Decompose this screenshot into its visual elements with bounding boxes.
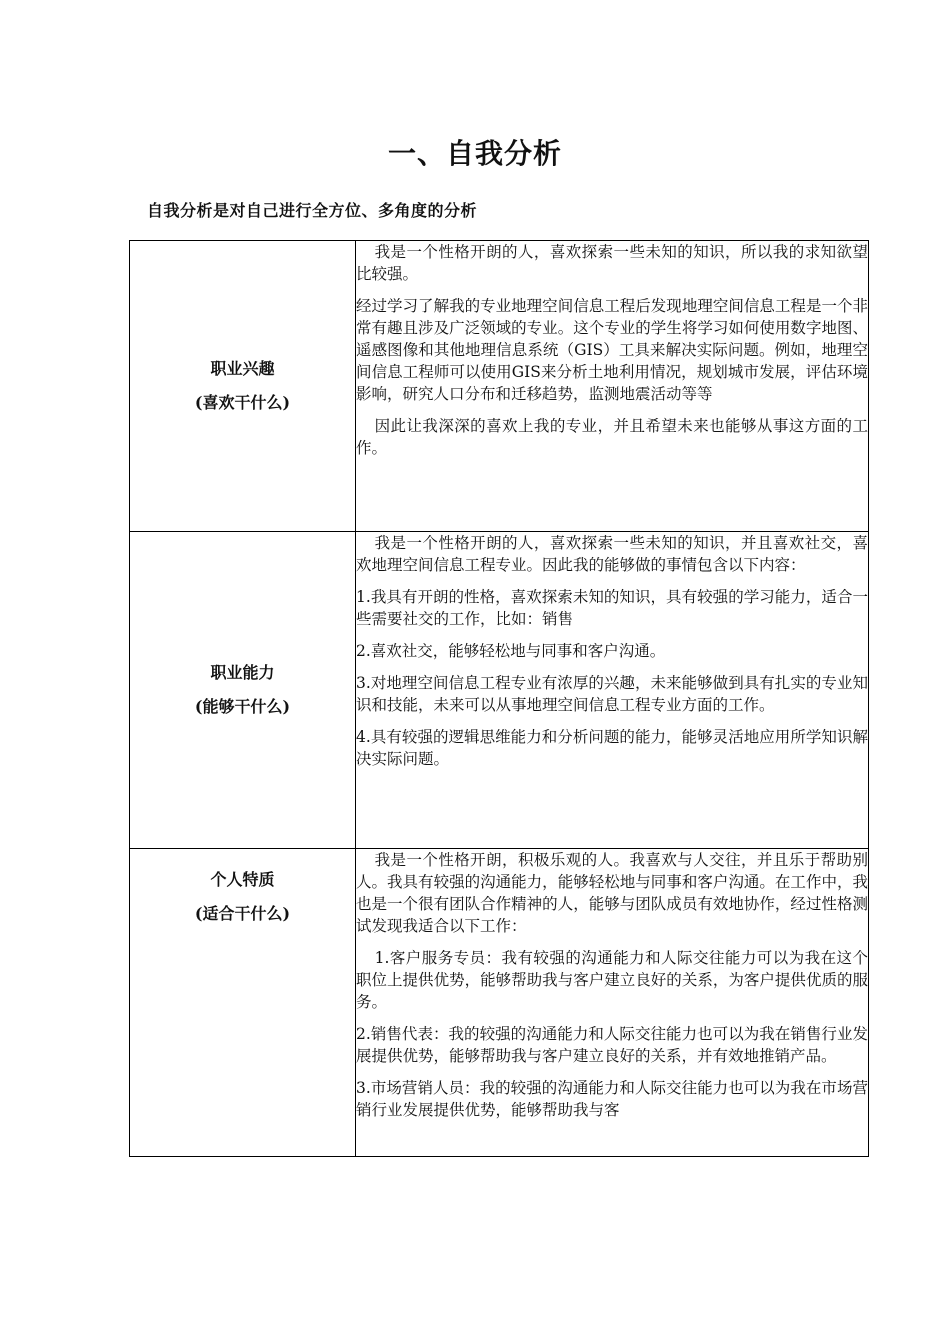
row-content-cell <box>356 532 869 849</box>
row-sublabel: (能够干什么) <box>194 697 291 716</box>
paragraph: 2.喜欢社交，能够轻松地与同事和客户沟通。 <box>356 642 666 660</box>
paragraph: 经过学习了解我的专业地理空间信息工程后发现地理空间信息工程是一个非常有趣且涉及广泛领域的专业。这个专业的学生将学习如何使用数字地图、遥感图像和其他地理信息系统（GIS）工具来解决实际问题。例如，地理空间信息工程师可以使用GIS来分析土地利用情况，规划城市发展，评估环境影响，研究人口分布和迁移趋势，监测地震活动等等 <box>356 297 868 403</box>
paragraph: 1.客户服务专员：我有较强的沟通能力和人际交往能力可以为我在这个职位上提供优势，能够帮助我与客户建立良好的关系，为客户提供优质的服务。 <box>356 949 868 1011</box>
row-label-cell <box>130 849 356 1157</box>
paragraph: 1.我具有开朗的性格，喜欢探索未知的知识，具有较强的学习能力，适合一些需要社交的工作，比如：销售 <box>356 588 868 628</box>
content-clip <box>356 849 868 1156</box>
row-sublabel: (适合干什么) <box>194 904 291 923</box>
table-row-interest <box>130 241 869 532</box>
paragraph: 3.市场营销人员：我的较强的沟通能力和人际交往能力也可以为我在市场营销行业发展提供优势，能够帮助我与客 <box>356 1079 868 1119</box>
section-intro: 自我分析是对自己进行全方位、多角度的分析 <box>147 201 478 220</box>
self-analysis-table <box>129 240 869 1157</box>
paragraph: 3.对地理空间信息工程专业有浓厚的兴趣，未来能够做到具有扎实的专业知识和技能，未来可以从事地理空间信息工程专业方面的工作。 <box>356 674 868 714</box>
paragraph: 我是一个性格开朗，积极乐观的人。我喜欢与人交往，并且乐于帮助别人。我具有较强的沟通能力，能够轻松地与同事和客户沟通。在工作中，我也是一个很有团队合作精神的人，能够与团队成员有效地协作，经过性格测试发现我适合以下工作： <box>356 851 868 935</box>
row-content-cell <box>356 849 869 1157</box>
table-row-ability <box>130 532 869 849</box>
row-label: 职业能力 <box>210 663 275 682</box>
row-content-cell <box>356 241 869 532</box>
paragraph: 2.销售代表：我的较强的沟通能力和人际交往能力也可以为我在销售行业发展提供优势，能够帮助我与客户建立良好的关系，并有效地推销产品。 <box>356 1025 868 1065</box>
paragraph: 4.具有较强的逻辑思维能力和分析问题的能力，能够灵活地应用所学知识解决实际问题。 <box>356 728 868 768</box>
paragraph: 我是一个性格开朗的人，喜欢探索一些未知的知识，所以我的求知欲望比较强。 <box>356 243 868 283</box>
row-sublabel: (喜欢干什么) <box>194 393 291 412</box>
paragraph: 因此让我深深的喜欢上我的专业，并且希望未来也能够从事这方面的工作。 <box>356 417 868 457</box>
table-row-traits <box>130 849 869 1157</box>
paragraph: 我是一个性格开朗的人，喜欢探索一些未知的知识，并且喜欢社交，喜欢地理空间信息工程专业。因此我的能够做的事情包含以下内容： <box>356 534 868 574</box>
row-label-cell <box>130 532 356 849</box>
row-label: 个人特质 <box>210 870 275 889</box>
page-title: 一、自我分析 <box>387 137 562 170</box>
row-label-cell <box>130 241 356 532</box>
row-label: 职业兴趣 <box>210 359 275 378</box>
